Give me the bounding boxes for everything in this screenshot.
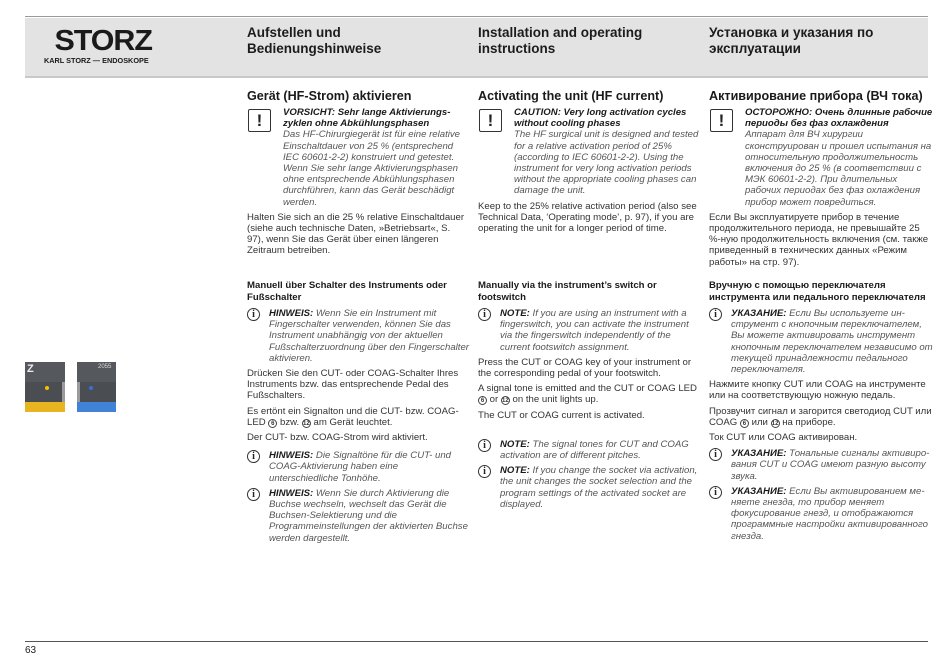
text: Es ertönt ein Signalton und die CUT- bzw. COAG-LED	[247, 405, 459, 428]
note	[247, 308, 469, 364]
caution-box	[247, 107, 469, 208]
paragraph: Drücken Sie den CUT- oder COAG-Schalter Ihres Instruments bzw. das entsprechende Pedal des Fußschalters.	[247, 368, 459, 402]
logo-wordmark: STORZ	[54, 25, 152, 57]
note	[247, 488, 469, 544]
paragraph: Нажмите кнопку CUT или COAG на инструменте или на соответствующую ножную педаль.	[709, 379, 926, 402]
header-top-rule	[25, 16, 928, 17]
caution-heading: ОСТОРОЖНО: Очень длинные рабочие периоды без фаз охлаждения	[745, 107, 933, 130]
led-indicator	[45, 386, 49, 390]
caution-heading: VORSICHT: Sehr lange Aktivierungszyklen ohne Abkühlungsphasen	[283, 107, 451, 130]
section-title: Активирование прибора (ВЧ тока)	[709, 89, 923, 103]
led-number-12: 12	[771, 420, 779, 427]
device-thumbnail-coag	[77, 362, 116, 412]
text: на приборе.	[779, 416, 836, 428]
subsection-title: Вручную с помощью переключателя инструмента или педального переключателя	[709, 280, 926, 303]
note-label: УКАЗАНИЕ:	[731, 485, 787, 497]
paragraph-led	[478, 383, 700, 405]
cut-color-bar	[25, 402, 65, 412]
text: A signal tone is emitted and the CUT or COAG LED	[478, 383, 697, 395]
text: или	[748, 416, 771, 428]
note-label: HINWEIS:	[269, 450, 314, 462]
footer-rule	[25, 641, 928, 642]
info-icon: i	[478, 465, 491, 478]
logo-subline: KARL STORZ — ENDOSKOPE	[44, 56, 149, 65]
note	[709, 308, 933, 375]
paragraph-led	[709, 406, 933, 428]
intro-paragraph: Halten Sie sich an die 25 % relative Einschaltdauer (siehe auch technische Daten, »Betriebsart«, S. 97), wenn Sie das Gerät über einen längeren Zeitraum betreiben.	[247, 211, 465, 257]
caution-box	[709, 107, 933, 208]
led-number-6: 6	[478, 396, 487, 405]
column-en	[478, 88, 700, 510]
page-number: 63	[25, 645, 37, 656]
note-text: Если Вы активированием меняете гнезда, то прибор меняет фокусирование гнезд, и отображаются программные настройки активированного гнезда.	[731, 485, 928, 542]
led-number-6: 6	[740, 419, 749, 428]
info-icon: i	[478, 439, 491, 452]
warning-exclamation-icon: !	[479, 109, 502, 132]
section-title: Gerät (HF-Strom) aktivieren	[247, 89, 412, 103]
note-text: The signal tones for CUT and COAG activation are of different pitches.	[500, 438, 689, 462]
text: on the unit lights up.	[509, 394, 599, 406]
info-icon: i	[247, 450, 260, 463]
caution-text: The HF surgical unit is designed and tested for a relative activation period of 25% (according to IEC 60601-2-2). Using the instrument for very long activation periods without the appropriate cooling phases can damage the unit.	[514, 129, 699, 197]
note-label: УКАЗАНИЕ:	[731, 308, 787, 319]
text: bzw.	[277, 416, 302, 428]
intro-paragraph: Keep to the 25% relative activation period (also see Technical Data, ‘Operating mode’, p. 97), if you are operating the unit for a longer period of time.	[478, 200, 697, 235]
warning-exclamation-icon: !	[710, 109, 733, 132]
storz-logo	[44, 27, 164, 69]
caution-box	[478, 107, 700, 197]
note-label: HINWEIS:	[269, 308, 314, 319]
coag-color-bar	[77, 402, 116, 412]
led-number-12: 12	[502, 398, 509, 405]
device-thumbnail-cut	[25, 362, 65, 412]
note-text: Wenn Sie durch Aktivierung die Buchse wechseln, wechselt das Gerät die Buchsen-Selektierung und die Programmeinstellungen der aktivierten Buchse werden dargestellt.	[269, 487, 468, 544]
paragraph: Der CUT- bzw. COAG-Strom wird aktiviert.	[247, 432, 428, 444]
info-icon: i	[247, 488, 260, 501]
thumbnail-label: 2055	[98, 364, 112, 370]
manual-activation-block	[709, 280, 933, 542]
info-icon: i	[709, 308, 722, 321]
paragraph: The CUT or COAG current is activated.	[478, 409, 645, 421]
note	[709, 448, 933, 482]
paragraph: Ток CUT или COAG активирован.	[709, 432, 858, 444]
header-bottom-rule	[25, 76, 928, 78]
note	[247, 450, 469, 484]
subsection-title: Manually via the instrument’s switch or footswitch	[478, 280, 657, 303]
note-label: HINWEIS:	[269, 487, 314, 499]
note-label: NOTE:	[500, 438, 530, 450]
led-number-12: 12	[303, 420, 310, 427]
note-text: Тональные сигналы активирования CUT и COAG имеют разную высоту звука.	[731, 448, 930, 482]
section-title: Activating the unit (HF current)	[478, 89, 664, 103]
note	[709, 486, 933, 542]
text: am Gerät leuchtet.	[310, 416, 393, 428]
note-label: NOTE:	[500, 308, 530, 319]
note-text: Die Signaltöne für die CUT- und COAG-Aktivierung haben eine unterschiedliche Tonhöhe.	[269, 450, 452, 484]
info-icon: i	[709, 486, 722, 499]
caution-heading: CAUTION: Very long activation cycles without cooling phases	[514, 107, 687, 130]
note	[478, 439, 700, 461]
text: Прозвучит сигнал и загорится светодиод CUT или COAG	[709, 405, 932, 428]
note	[478, 465, 700, 510]
warning-exclamation-icon: !	[248, 109, 271, 132]
column-ru	[709, 88, 933, 542]
caution-text: Das HF-Chirurgiegerät ist für eine relative Einschaltdauer von 25 % (entsprechend IEC 60601-2-2) konstruiert und getestet. Wenn Sie sehr lange Aktivierungsphasen ohne entsprechende Abkühlungsphasen durchführen, kann das Gerät beschädigt werden.	[283, 129, 461, 208]
note-text: If you are using an instrument with a fingerswitch, you can activate the instrument via the fingerswitch independently of the current footswitch assignment.	[500, 308, 689, 353]
text: or	[487, 394, 501, 406]
info-icon: i	[247, 308, 260, 321]
info-icon: i	[478, 308, 491, 321]
led-number-6: 6	[268, 419, 277, 428]
note-text: Если Вы используете инструмент с кнопочным переключателем, Вы можете активировать инструмент кнопочным переключателем независимо от текущей принадлежности педального переключателя.	[731, 308, 933, 376]
note	[478, 308, 700, 353]
caution-text: Аппарат для ВЧ хирургии сконструирован и прошел испытания на относительную продолжительность включения до 25 % (в соответствии с МЭК 60601-2-2). При длительных рабочих периодах без фаз охлаждения прибор может повредиться.	[745, 129, 932, 208]
header-title-ru: Установка и указания по эксплуатации	[709, 25, 874, 56]
thumbnail-label: Z	[27, 363, 34, 375]
paragraph: Press the CUT or COAG key of your instrument or the corresponding pedal of your footswitch.	[478, 356, 692, 380]
column-de	[247, 88, 469, 544]
paragraph-led	[247, 406, 469, 428]
header-title-de: Aufstellen und Bedienungshinweise	[247, 25, 382, 56]
led-indicator	[89, 386, 93, 390]
note-label: NOTE:	[500, 465, 530, 477]
header-title-en: Installation and operating instructions	[478, 25, 643, 56]
subsection-title: Manuell über Schalter des Instruments oder Fußschalter	[247, 280, 447, 303]
manual-activation-block	[247, 280, 469, 544]
intro-paragraph: Если Вы эксплуатируете прибор в течение продолжительного периода, не превышайте 25 %-ную продолжительность включения (см. также приведенный в технических данных «Режим работы» на стр. 97).	[709, 211, 929, 268]
note-text: Wenn Sie ein Instrument mit Fingerschalter verwenden, können Sie das Instrument unabhängig von der aktuellen Fußschalterzuordnung über den Fingerschalter aktivieren.	[269, 308, 469, 364]
info-icon: i	[709, 448, 722, 461]
note-text: If you change the socket via activation, the unit changes the socket selection and the program settings of the activated socket are displayed.	[500, 465, 698, 510]
note-label: УКАЗАНИЕ:	[731, 448, 787, 460]
manual-activation-block	[478, 280, 700, 510]
